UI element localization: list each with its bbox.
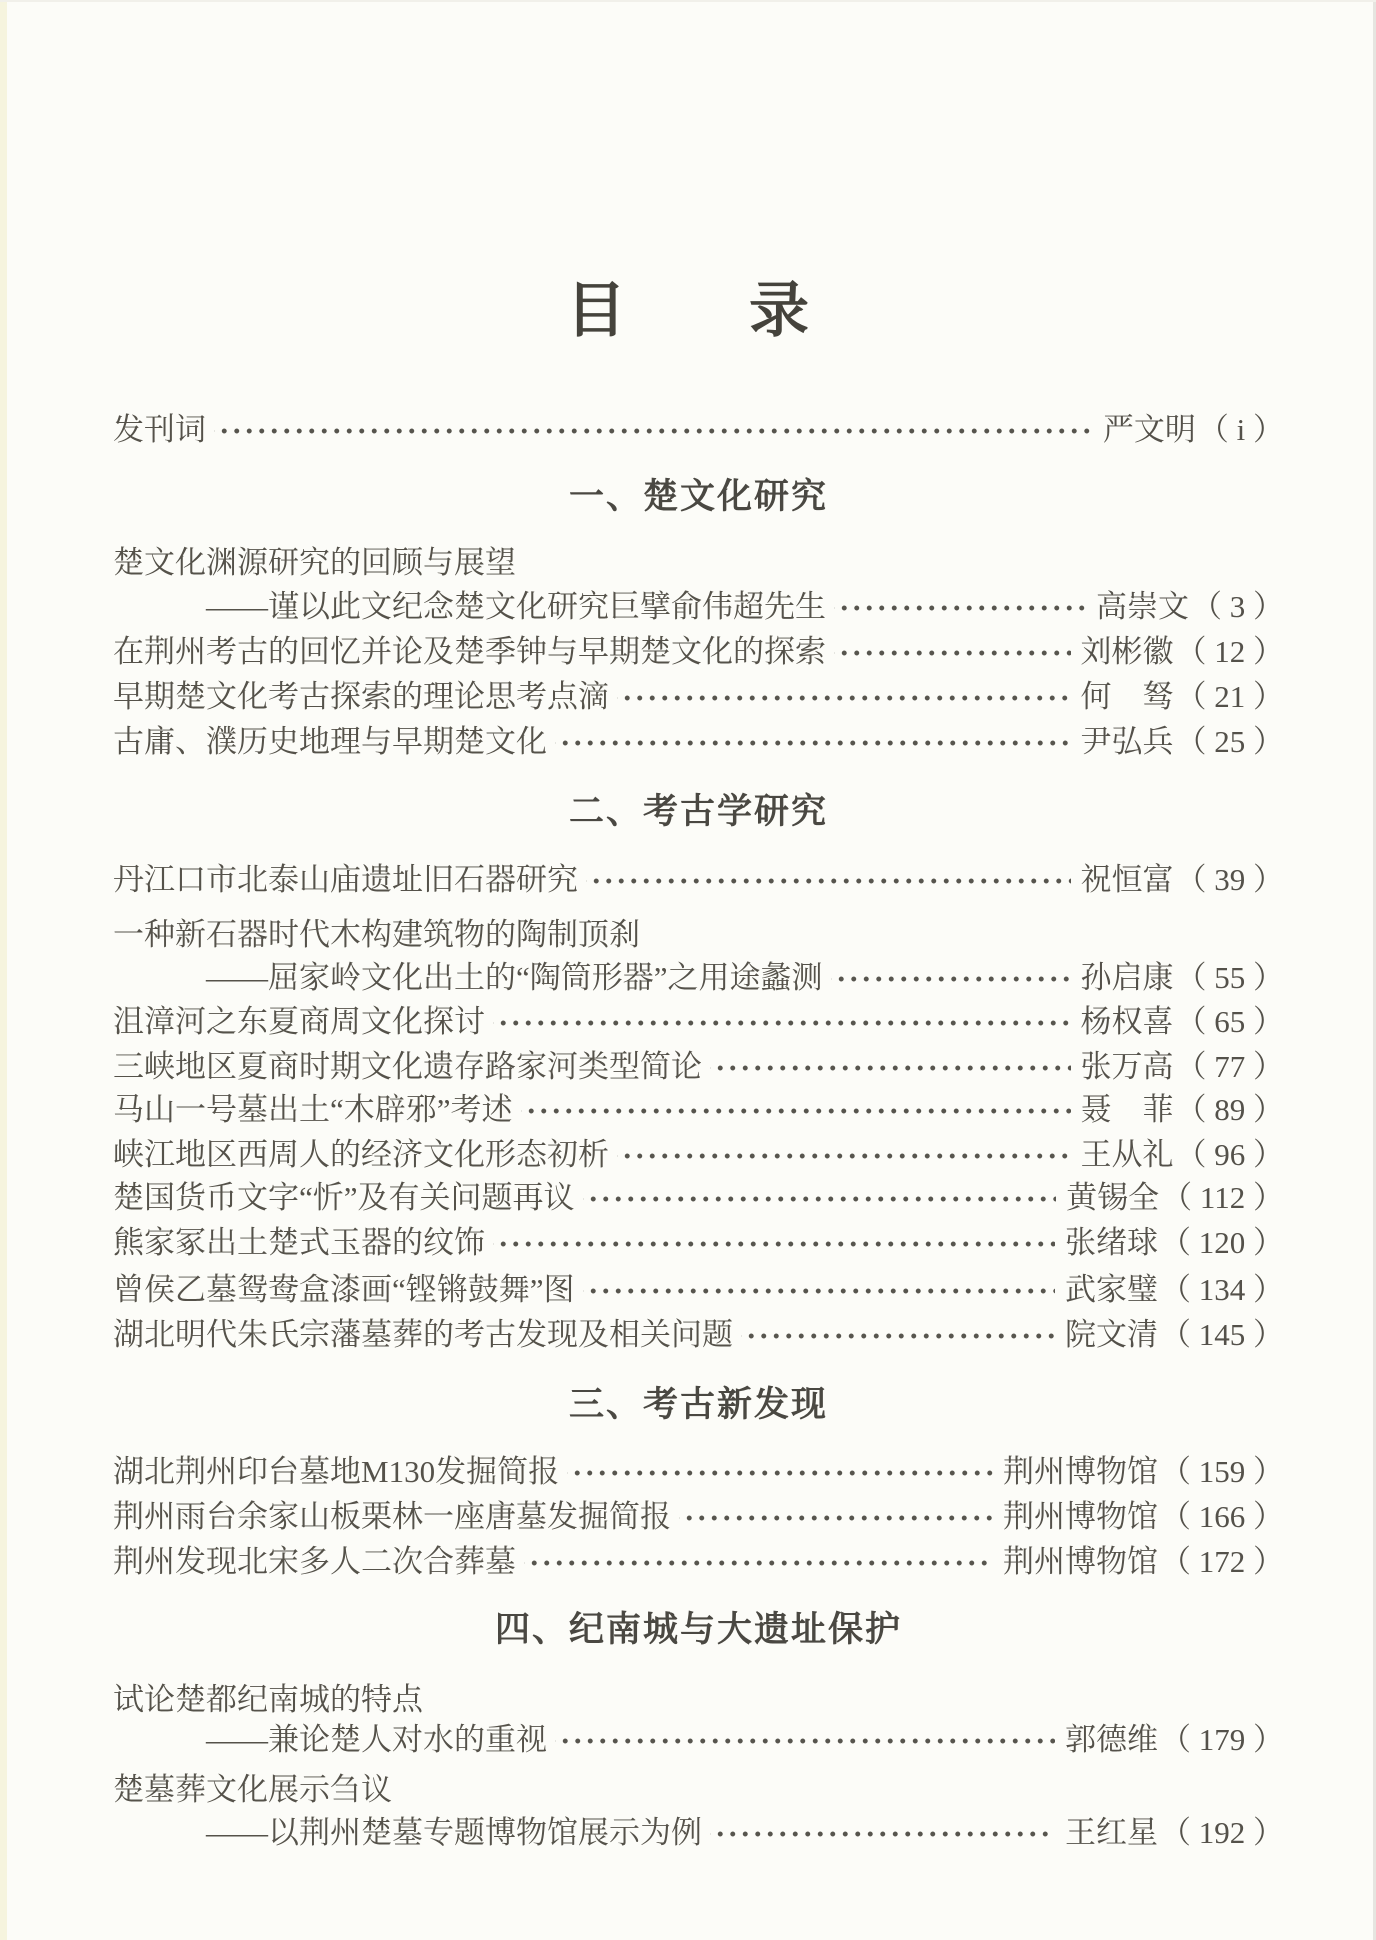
dot-leader [679, 1495, 993, 1539]
toc-entry [113, 1678, 1284, 1722]
toc-entry [113, 1811, 1284, 1855]
dot-leader [617, 1133, 1071, 1177]
toc-entry [113, 675, 1284, 719]
entry-page: （ 179 ） [1160, 1722, 1284, 1757]
entry-author: 郭德维 [1065, 1722, 1158, 1757]
entry-title: ——兼论楚人对水的重视 [206, 1722, 547, 1757]
page-title: 目 录 [566, 278, 810, 344]
dot-leader [741, 1313, 1055, 1357]
dot-leader [710, 1811, 1055, 1855]
entry-page: （ 145 ） [1160, 1317, 1284, 1352]
entry-title: 楚墓葬文化展示刍议 [113, 1772, 392, 1807]
entry-title: ——以荆州楚墓专题博物馆展示为例 [206, 1815, 702, 1850]
entry-title: 楚国货币文字“忻”及有关问题再议 [113, 1180, 575, 1215]
entry-page: （ 3 ） [1191, 589, 1284, 624]
section-heading: 二、考古学研究 [568, 792, 828, 831]
dot-leader [583, 1176, 1057, 1220]
entry-title: 湖北明代朱氏宗藩墓葬的考古发现及相关问题 [113, 1317, 733, 1352]
toc-entry [113, 1495, 1284, 1539]
dot-leader [555, 720, 1071, 764]
entry-author: 孙启康 [1080, 960, 1174, 995]
entry-page: （ 134 ） [1160, 1272, 1284, 1307]
entry-author: 王红星 [1065, 1815, 1158, 1850]
entry-page: （ 166 ） [1160, 1499, 1284, 1534]
entry-title: 丹江口市北泰山庙遗址旧石器研究 [113, 862, 578, 897]
dot-leader [555, 1718, 1055, 1762]
entry-author: 荆州博物馆 [1003, 1499, 1158, 1534]
entry-page: （ 89 ） [1175, 1092, 1284, 1127]
entry-title: 试论楚都纪南城的特点 [113, 1682, 423, 1717]
entry-title: 楚文化渊源研究的回顾与展望 [113, 545, 516, 580]
dot-leader [524, 1540, 993, 1584]
entry-page: （ 192 ） [1160, 1815, 1284, 1850]
entry-author: 荆州博物馆 [1003, 1544, 1158, 1579]
entry-author: 武家璧 [1065, 1272, 1158, 1307]
entry-page: （ 12 ） [1175, 634, 1284, 669]
section-heading: 四、纪南城与大遗址保护 [494, 1610, 902, 1649]
entry-title: 一种新石器时代木构建筑物的陶制顶刹 [113, 917, 640, 952]
toc-entry [113, 1176, 1284, 1220]
entry-page: （ 120 ） [1160, 1225, 1284, 1260]
dot-leader [493, 1221, 1055, 1265]
entry-page: （ 159 ） [1160, 1454, 1284, 1489]
entry-page: （ 55 ） [1175, 960, 1284, 995]
entry-author: 何 驽 [1080, 679, 1174, 714]
entry-page: （ i ） [1197, 412, 1284, 447]
toc-entry [113, 541, 1284, 585]
entry-title: 马山一号墓出土“木辟邪”考述 [113, 1092, 513, 1127]
toc-entry [113, 1045, 1284, 1089]
entry-author: 黄锡全 [1066, 1180, 1160, 1215]
section-heading: 三、考古新发现 [568, 1385, 828, 1424]
dot-leader [583, 1268, 1055, 1312]
entry-page: （ 25 ） [1175, 724, 1284, 759]
toc-entry [113, 720, 1284, 764]
dot-leader [214, 408, 1093, 452]
dot-leader [493, 1000, 1071, 1044]
entry-title: 曾侯乙墓鸳鸯盒漆画“铿锵鼓舞”图 [113, 1272, 575, 1307]
entry-author: 张绪球 [1065, 1225, 1158, 1260]
entry-page: （ 172 ） [1160, 1544, 1284, 1579]
entry-page: （ 77 ） [1175, 1049, 1284, 1084]
dot-leader [834, 585, 1086, 629]
entry-author: 王从礼 [1080, 1137, 1174, 1172]
toc-entry [113, 408, 1284, 452]
toc-entry [113, 1133, 1284, 1177]
dot-leader [521, 1088, 1071, 1132]
entry-page: （ 96 ） [1175, 1137, 1284, 1172]
entry-title: 古庸、濮历史地理与早期楚文化 [113, 724, 547, 759]
entry-author: 祝恒富 [1080, 862, 1174, 897]
dot-leader [567, 1450, 993, 1494]
entry-page: （ 21 ） [1175, 679, 1284, 714]
entry-title: 沮漳河之东夏商周文化探讨 [113, 1004, 485, 1039]
entry-title: ——屈家岭文化出土的“陶筒形器”之用途蠡测 [206, 960, 823, 995]
entry-author: 院文清 [1065, 1317, 1158, 1352]
toc-entry [113, 1221, 1284, 1265]
entry-title: 熊家冢出土楚式玉器的纹饰 [113, 1225, 485, 1260]
entry-title: 荆州雨台余家山板栗林一座唐墓发掘简报 [113, 1499, 671, 1534]
entry-title: 荆州发现北宋多人二次合葬墓 [113, 1544, 516, 1579]
entry-title: 三峡地区夏商时期文化遗存路家河类型简论 [113, 1049, 702, 1084]
entry-author: 高崇文 [1096, 589, 1189, 624]
toc-entry [113, 585, 1284, 629]
toc-entry [113, 630, 1284, 674]
entry-author: 聂 菲 [1080, 1092, 1174, 1127]
entry-page: （ 65 ） [1175, 1004, 1284, 1039]
toc-entry [113, 1268, 1284, 1312]
entry-page: （ 112 ） [1161, 1180, 1284, 1215]
toc-entry [113, 1540, 1284, 1584]
dot-leader [710, 1045, 1071, 1089]
toc-entry [113, 956, 1284, 1000]
entry-author: 张万高 [1080, 1049, 1174, 1084]
entry-title: ——谨以此文纪念楚文化研究巨擘俞伟超先生 [206, 589, 826, 624]
entry-title: 峡江地区西周人的经济文化形态初析 [113, 1137, 609, 1172]
entry-author: 荆州博物馆 [1003, 1454, 1158, 1489]
entry-title: 湖北荆州印台墓地M130发掘简报 [113, 1454, 560, 1489]
toc-entry [113, 913, 1284, 957]
entry-page: （ 39 ） [1175, 862, 1284, 897]
dot-leader [834, 630, 1071, 674]
entry-title: 发刊词 [113, 412, 206, 447]
toc-entry [113, 1313, 1284, 1357]
toc-entry [113, 1088, 1284, 1132]
toc-entry [113, 858, 1284, 902]
toc-entry [113, 1450, 1284, 1494]
dot-leader [831, 956, 1071, 1000]
scan-top-edge [0, 0, 1376, 2]
entry-author: 杨权喜 [1080, 1004, 1174, 1039]
toc-entry [113, 1718, 1284, 1762]
toc-entry [113, 1768, 1284, 1812]
dot-leader [617, 675, 1071, 719]
dot-leader [586, 858, 1071, 902]
entry-author: 严文明 [1102, 412, 1196, 447]
entry-title: 在荆州考古的回忆并论及楚季钟与早期楚文化的探索 [113, 634, 826, 669]
toc-entry [113, 1000, 1284, 1044]
entry-author: 尹弘兵 [1080, 724, 1174, 759]
section-heading: 一、楚文化研究 [568, 477, 828, 516]
entry-title: 早期楚文化考古探索的理论思考点滴 [113, 679, 609, 714]
entry-author: 刘彬徽 [1080, 634, 1174, 669]
